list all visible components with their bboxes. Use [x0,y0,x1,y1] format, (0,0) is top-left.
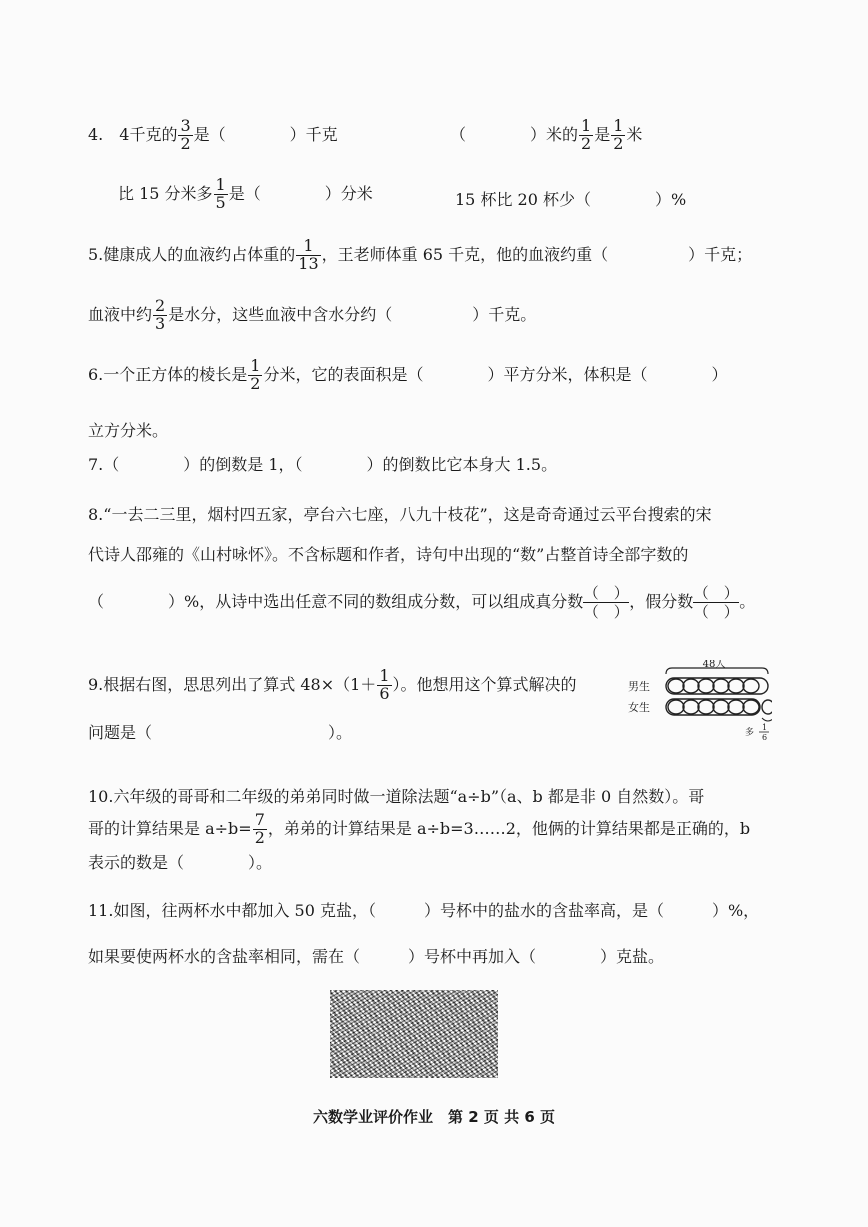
diagram-extra-num: 1 [762,723,768,732]
q4-a-pre: 4. 4千克的 [88,124,178,144]
q10-line2: 哥的计算结果是 a÷b= $\frac{7}{2}$ ，弟弟的计算结果是 a÷b=3……2，他俩的计算结果都是正确的，b [88,810,751,847]
salt-water-cups-image [330,990,498,1078]
diagram-extra-label: 多 [745,728,755,738]
page-footer: 六数学业评价作业 第 2 页 共 6 页 [313,1108,555,1126]
q8-improper-fraction-blank[interactable]: $\frac{( )}{( )}$ [693,584,739,621]
q4-b-fraction1: $\frac{1}{2}$ [581,116,592,153]
q4-line2-right: 15 杯比 20 杯少（ ）% [455,190,687,209]
diagram-boys-row [666,678,768,694]
diagram-row2-label: 女生 [628,701,650,714]
q4-a-fraction: $\frac{3}{2}$ [180,116,191,153]
diagram-extra-den: 6 [762,733,768,742]
diagram-top-label: 48人 [702,660,726,670]
diagram-row1-label: 男生 [628,680,650,693]
q9-line2: 问题是（ ）。 [88,723,353,742]
q4-b-fraction2: $\frac{1}{2}$ [613,116,624,153]
q4-line1 [88,118,338,153]
q4-line1-right: （ ）米的 $\frac{1}{2}$ 是 $\frac{1}{2}$ 米 [450,116,643,153]
q4-a-post: 是（ ）千克 [193,124,338,144]
q9-diagram [622,660,772,744]
q10-line1: 10.六年级的哥哥和二年级的弟弟同时做一道除法题“a÷b”（a、b 都是非 0 自然数）。哥 [88,787,705,806]
q5-line2: 血液中约 $\frac{2}{3}$ 是水分，这些血液中含水分约（ ）千克。 [88,296,537,333]
q11-line1: 11.如图，往两杯水中都加入 50 克盐，（ ）号杯中的盐水的含盐率高，是（ ）%， [88,901,760,920]
q8-line1: 8.“一去二三里，烟村四五家，亭台六七座，八九十枝花”，这是奇奇通过云平台搜索的宋 [88,505,712,524]
q6-line1: 6.一个正方体的棱长是 $\frac{1}{2}$ 分米，它的表面积是（ ）平方分米，体积是（ ） [88,356,728,393]
q4-c-fraction: $\frac{1}{5}$ [215,175,226,212]
q8-line3: （ ）%，从诗中选出任意不同的数组成分数，可以组成真分数 $\frac{( )}{( )}$ ，假分数 $\frac{( )}{( )}$ 。 [88,584,756,621]
q6-fraction: $\frac{1}{2}$ [250,356,261,393]
q8-proper-fraction-blank[interactable]: $\frac{( )}{( )}$ [583,584,629,621]
q9-line1: 9.根据右图，思思列出了算式 48×（1＋ $\frac{1}{6}$ ）。他想用这个算式解决的 [88,666,577,703]
q7-line: 7.（ ）的倒数是 1，（ ）的倒数比它本身大 1.5。 [88,455,558,474]
q5-fraction2: $\frac{2}{3}$ [155,296,166,333]
q11-line2: 如果要使两杯水的含盐率相同，需在（ ）号杯中再加入（ ）克盐。 [88,947,665,966]
q10-line3: 表示的数是（ ）。 [88,853,273,872]
q5-fraction: $\frac{1}{13}$ [298,236,319,273]
q4-line2: 比 15 分米多 $\frac{1}{5}$ 是（ ）分米 [118,175,373,212]
q10-fraction: $\frac{7}{2}$ [254,810,265,847]
q6-line2: 立方分米。 [88,421,169,440]
diagram-girls-row [666,699,772,715]
q9-fraction: $\frac{1}{6}$ [379,666,390,703]
q8-line2: 代诗人邵雍的《山村咏怀》。不含标题和作者，诗句中出现的“数”占整首诗全部字数的 [88,545,689,564]
q5-line1: 5.健康成人的血液约占体重的 $\frac{1}{13}$ ，王老师体重 65 千克，他的血液约重（ ）千克； [88,236,753,273]
